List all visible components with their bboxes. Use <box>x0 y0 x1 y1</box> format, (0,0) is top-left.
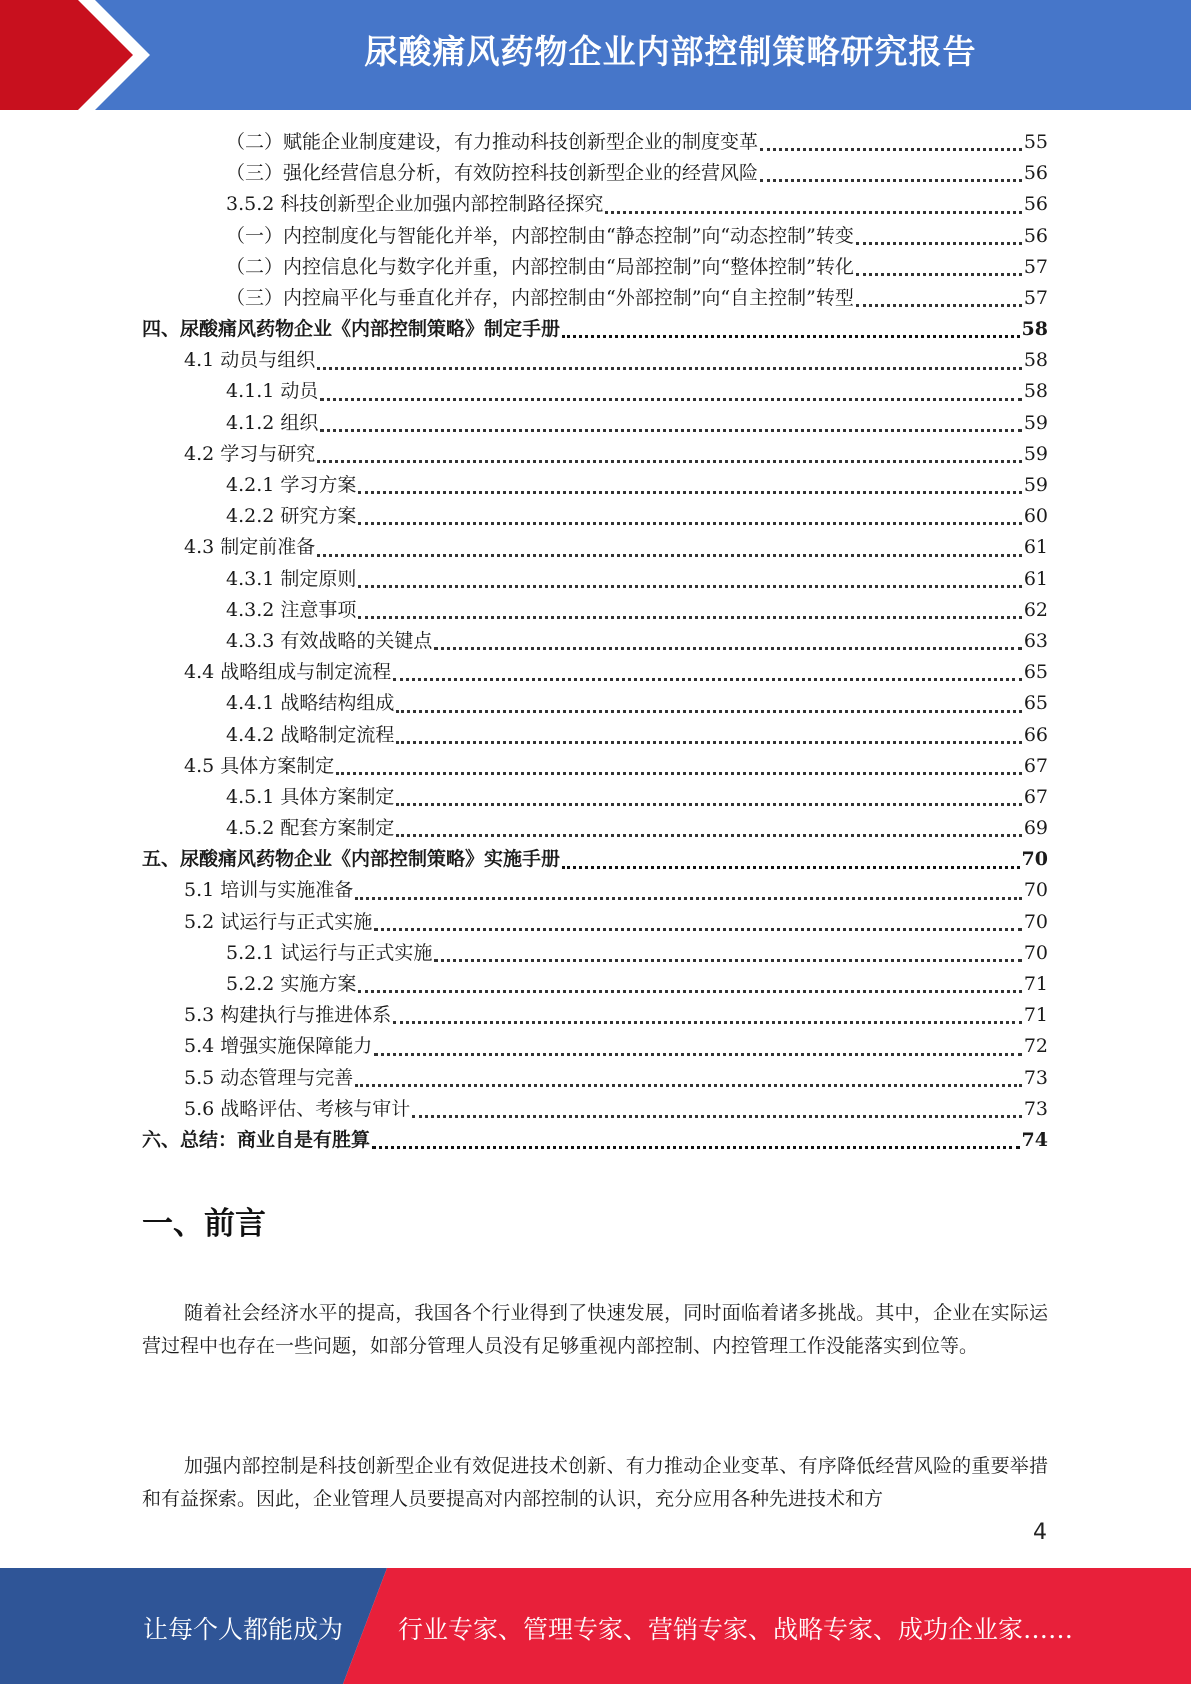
toc-entry[interactable] <box>142 720 1048 751</box>
toc-entry-page: 59 <box>1023 411 1048 434</box>
toc-dot-leader <box>856 235 1022 245</box>
toc-dot-leader <box>317 547 1022 557</box>
toc-entry-page: 74 <box>1021 1128 1048 1151</box>
toc-dot-leader <box>393 1014 1022 1024</box>
toc-entry-title: 4.4.1 战略结构组成 <box>226 692 395 715</box>
toc-entry[interactable] <box>142 532 1048 563</box>
toc-dot-leader <box>605 204 1021 214</box>
toc-entry[interactable] <box>142 626 1048 657</box>
toc-entry-page: 58 <box>1021 318 1048 341</box>
toc-entry[interactable] <box>142 595 1048 626</box>
toc-entry[interactable] <box>142 189 1048 220</box>
toc-entry[interactable] <box>142 969 1048 1000</box>
toc-dot-leader <box>393 671 1022 681</box>
toc-entry-page: 66 <box>1023 723 1048 746</box>
toc-entry-title: 4.3.3 有效战略的关键点 <box>226 629 433 652</box>
toc-entry[interactable] <box>142 377 1048 408</box>
toc-entry-title: 5.6 战略评估、考核与审计 <box>184 1097 411 1120</box>
toc-dot-leader <box>434 640 1021 650</box>
header-chevron-decoration <box>0 0 200 110</box>
toc-entry-title: 5.5 动态管理与完善 <box>184 1066 354 1089</box>
toc-entry-page: 70 <box>1021 848 1048 871</box>
toc-entry-title: 4.1 动员与组织 <box>184 349 316 372</box>
toc-dot-leader <box>320 391 1021 401</box>
toc-entry-title: 4.2.2 研究方案 <box>226 505 357 528</box>
toc-entry-title: 4.1.1 动员 <box>226 380 319 403</box>
toc-entry-title: （三）强化经营信息分析，有效防控科技创新型企业的经营风险 <box>226 162 759 185</box>
toc-entry-title: 4.4.2 战略制定流程 <box>226 723 395 746</box>
table-of-contents <box>142 127 1048 1156</box>
toc-dot-leader <box>358 983 1021 993</box>
toc-entry[interactable] <box>142 938 1048 969</box>
toc-entry-title: 六、总结：商业自是有胜算 <box>142 1128 371 1151</box>
toc-entry-title: 4.5.2 配套方案制定 <box>226 817 395 840</box>
toc-entry-title: （一）内控制度化与智能化并举，内部控制由“静态控制”向“动态控制”转变 <box>226 224 854 247</box>
toc-entry[interactable] <box>142 844 1048 875</box>
toc-entry-title: 四、尿酸痛风药物企业《内部控制策略》制定手册 <box>142 318 561 341</box>
toc-entry-page: 56 <box>1023 162 1048 185</box>
toc-dot-leader <box>358 578 1021 588</box>
toc-entry[interactable] <box>142 1031 1048 1062</box>
toc-entry[interactable] <box>142 1125 1048 1156</box>
toc-entry[interactable] <box>142 907 1048 938</box>
toc-entry-title: 5.2.1 试运行与正式实施 <box>226 941 433 964</box>
toc-dot-leader <box>355 1077 1022 1087</box>
toc-entry-page: 59 <box>1023 442 1048 465</box>
toc-dot-leader <box>562 859 1020 869</box>
toc-entry-page: 58 <box>1023 380 1048 403</box>
page-footer <box>0 1568 1191 1684</box>
toc-dot-leader <box>374 921 1022 931</box>
toc-dot-leader <box>355 890 1022 900</box>
toc-dot-leader <box>358 515 1021 525</box>
toc-entry[interactable] <box>142 221 1048 252</box>
toc-entry[interactable] <box>142 657 1048 688</box>
toc-entry[interactable] <box>142 1000 1048 1031</box>
toc-dot-leader <box>434 952 1021 962</box>
body-paragraph: 加强内部控制是科技创新型企业有效促进技术创新、有力推动企业变革、有序降低经营风险的重要举措和有益探索。因此，企业管理人员要提高对内部控制的认识，充分应用各种先进技术和方 <box>142 1455 1048 1510</box>
toc-entry[interactable] <box>142 158 1048 189</box>
page-number: 4 <box>1033 1520 1047 1545</box>
toc-entry-page: 58 <box>1023 349 1048 372</box>
toc-entry-title: 4.4 战略组成与制定流程 <box>184 661 392 684</box>
toc-entry-page: 63 <box>1023 629 1048 652</box>
toc-entry-page: 57 <box>1023 286 1048 309</box>
toc-entry-page: 59 <box>1023 474 1048 497</box>
toc-dot-leader <box>358 484 1021 494</box>
toc-entry-page: 71 <box>1023 973 1048 996</box>
toc-dot-leader <box>374 1046 1022 1056</box>
toc-dot-leader <box>396 734 1021 744</box>
toc-entry-page: 61 <box>1023 536 1048 559</box>
toc-dot-leader <box>396 827 1021 837</box>
toc-dot-leader <box>317 360 1022 370</box>
toc-entry[interactable] <box>142 564 1048 595</box>
toc-entry-title: 4.3.1 制定原则 <box>226 567 357 590</box>
toc-dot-leader <box>372 1139 1020 1149</box>
toc-entry[interactable] <box>142 345 1048 376</box>
toc-entry[interactable] <box>142 439 1048 470</box>
toc-entry[interactable] <box>142 314 1048 345</box>
body-paragraph: 随着社会经济水平的提高，我国各个行业得到了快速发展，同时面临着诸多挑战。其中，企业在实际运营过程中也存在一些问题，如部分管理人员没有足够重视内部控制、内控管理工作没能落实到位等。 <box>142 1302 1048 1357</box>
toc-dot-leader <box>412 1108 1022 1118</box>
toc-dot-leader <box>760 172 1022 182</box>
toc-entry-page: 62 <box>1023 598 1048 621</box>
toc-entry[interactable] <box>142 470 1048 501</box>
toc-entry-title: 4.2 学习与研究 <box>184 442 316 465</box>
toc-entry-title: 5.4 增强实施保障能力 <box>184 1035 373 1058</box>
toc-entry-page: 72 <box>1023 1035 1048 1058</box>
section-title: 一、前言 <box>142 1206 266 1242</box>
toc-entry-page: 56 <box>1023 193 1048 216</box>
toc-entry-title: 5.3 构建执行与推进体系 <box>184 1004 392 1027</box>
toc-entry-page: 70 <box>1023 879 1048 902</box>
toc-entry-page: 67 <box>1023 785 1048 808</box>
toc-entry-title: 五、尿酸痛风药物企业《内部控制策略》实施手册 <box>142 848 561 871</box>
toc-dot-leader <box>336 765 1022 775</box>
toc-entry-page: 65 <box>1023 661 1048 684</box>
toc-entry-page: 67 <box>1023 754 1048 777</box>
toc-entry[interactable] <box>142 782 1048 813</box>
toc-dot-leader <box>358 609 1021 619</box>
toc-dot-leader <box>396 703 1021 713</box>
toc-entry[interactable] <box>142 813 1048 844</box>
toc-entry-page: 55 <box>1023 130 1048 153</box>
toc-dot-leader <box>760 141 1022 151</box>
toc-entry-title: 4.3.2 注意事项 <box>226 598 357 621</box>
toc-entry-title: （二）赋能企业制度建设，有力推动科技创新型企业的制度变革 <box>226 130 759 153</box>
toc-entry-page: 60 <box>1023 505 1048 528</box>
footer-slogan-left: 让每个人都能成为 <box>143 1615 344 1644</box>
toc-dot-leader <box>396 796 1021 806</box>
toc-entry-page: 65 <box>1023 692 1048 715</box>
toc-entry-page: 71 <box>1023 1004 1048 1027</box>
toc-dot-leader <box>317 453 1022 463</box>
toc-dot-leader <box>856 297 1022 307</box>
toc-entry-title: 5.2 试运行与正式实施 <box>184 910 373 933</box>
toc-entry-title: 4.2.1 学习方案 <box>226 474 357 497</box>
toc-entry-page: 56 <box>1023 224 1048 247</box>
toc-entry-page: 73 <box>1023 1066 1048 1089</box>
toc-entry-title: 5.2.2 实施方案 <box>226 973 357 996</box>
toc-entry[interactable] <box>142 283 1048 314</box>
toc-entry[interactable] <box>142 252 1048 283</box>
toc-dot-leader <box>562 328 1020 338</box>
toc-entry-page: 70 <box>1023 941 1048 964</box>
toc-entry[interactable] <box>142 501 1048 532</box>
footer-slogan-right: 行业专家、管理专家、营销专家、战略专家、成功企业家…… <box>398 1615 1074 1644</box>
toc-entry-page: 69 <box>1023 817 1048 840</box>
toc-entry-page: 57 <box>1023 255 1048 278</box>
toc-entry-page: 70 <box>1023 910 1048 933</box>
toc-entry-title: （二）内控信息化与数字化并重，内部控制由“局部控制”向“整体控制”转化 <box>226 255 854 278</box>
toc-entry[interactable] <box>142 688 1048 719</box>
toc-entry[interactable] <box>142 1063 1048 1094</box>
toc-entry[interactable] <box>142 751 1048 782</box>
header-title: 尿酸痛风药物企业内部控制策略研究报告 <box>364 32 977 71</box>
toc-entry[interactable] <box>142 1094 1048 1125</box>
toc-dot-leader <box>320 422 1021 432</box>
toc-entry-title: 4.1.2 组织 <box>226 411 319 434</box>
toc-entry-title: 4.3 制定前准备 <box>184 536 316 559</box>
toc-entry-page: 61 <box>1023 567 1048 590</box>
toc-entry-title: 5.1 培训与实施准备 <box>184 879 354 902</box>
toc-entry-title: 3.5.2 科技创新型企业加强内部控制路径探究 <box>226 193 604 216</box>
toc-entry-title: （三）内控扁平化与垂直化并存，内部控制由“外部控制”向“自主控制”转型 <box>226 286 854 309</box>
toc-entry[interactable] <box>142 408 1048 439</box>
toc-entry[interactable] <box>142 876 1048 907</box>
toc-entry-title: 4.5 具体方案制定 <box>184 754 335 777</box>
toc-entry-title: 4.5.1 具体方案制定 <box>226 785 395 808</box>
toc-entry[interactable] <box>142 127 1048 158</box>
page-header <box>0 0 1191 110</box>
toc-dot-leader <box>856 266 1022 276</box>
toc-entry-page: 73 <box>1023 1097 1048 1120</box>
